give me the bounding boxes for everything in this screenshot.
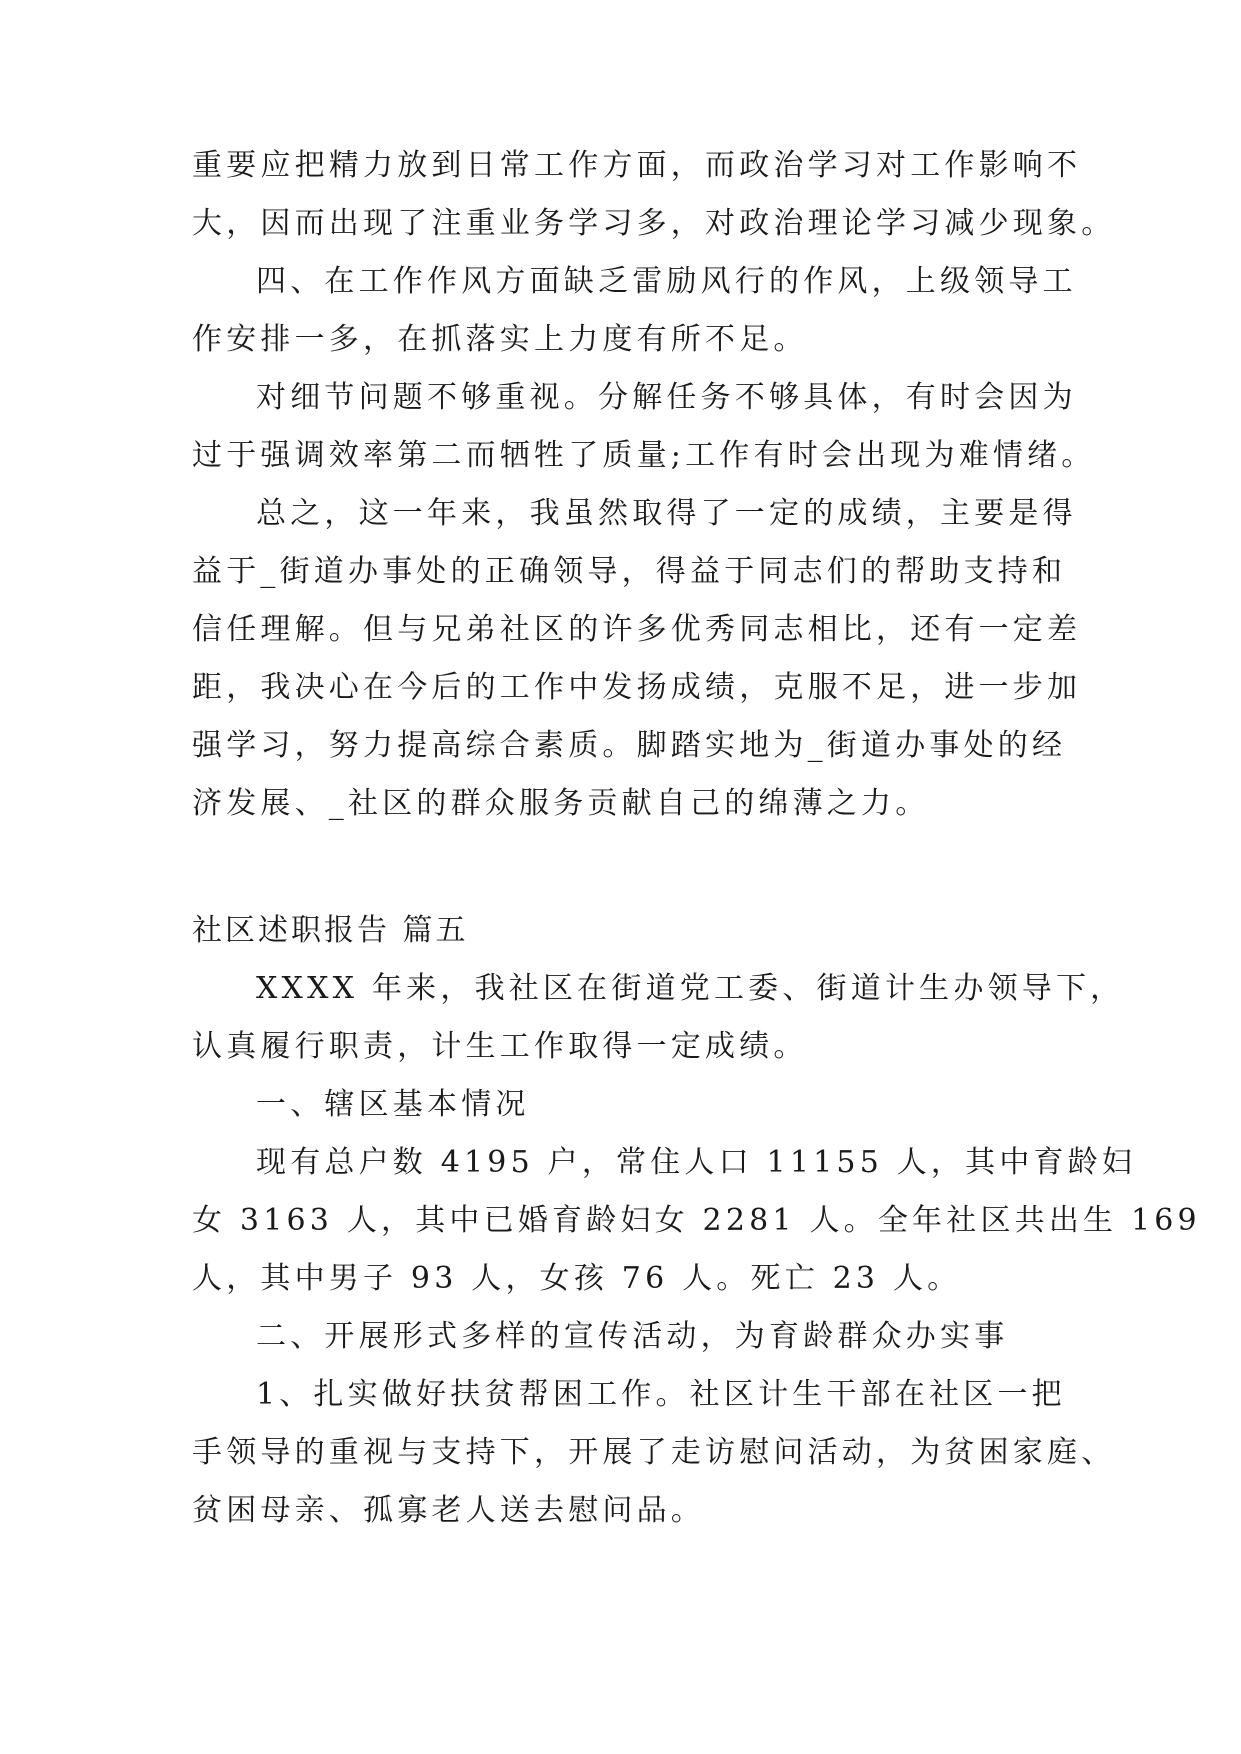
- body-line: 距，我决心在今后的工作中发扬成绩，克服不足，进一步加: [192, 670, 1082, 705]
- section-report-five: [192, 902, 1201, 1540]
- body-line: 贫困母亲、孤寡老人送去慰问品。: [192, 1493, 705, 1528]
- body-line: 人，其中男子 93 人，女孩 76 人。死亡 23 人。: [192, 1261, 962, 1296]
- body-line: 总之，这一年来，我虽然取得了一定的成绩，主要是得: [256, 496, 1077, 531]
- section-heading: 社区述职报告 篇五: [192, 913, 469, 948]
- body-line: 手领导的重视与支持下，开展了走访慰问活动，为贫困家庭、: [192, 1435, 1116, 1470]
- body-line: 大，因而出现了注重业务学习多，对政治理论学习减少现象。: [192, 206, 1116, 241]
- body-line: 一、辖区基本情况: [256, 1087, 530, 1122]
- body-line: 济发展、_社区的群众服务贡献自己的绵薄之力。: [192, 786, 930, 821]
- body-line: 强学习，努力提高综合素质。脚踏实地为_街道办事处的经: [192, 728, 1067, 763]
- body-line: 对细节问题不够重视。分解任务不够具体，有时会因为: [256, 380, 1077, 415]
- body-line: 过于强调效率第二而牺牲了质量;工作有时会出现为难情绪。: [192, 438, 1096, 473]
- body-line: 作安排一多，在抓落实上力度有所不足。: [192, 322, 808, 357]
- body-line: 1、扎实做好扶贫帮困工作。社区计生干部在社区一把: [256, 1377, 1066, 1412]
- body-line: 重要应把精力放到日常工作方面，而政治学习对工作影响不: [192, 148, 1082, 183]
- body-line: 女 3163 人，其中已婚育龄妇女 2281 人。全年社区共出生 169: [192, 1203, 1201, 1238]
- section-previous-report: [192, 137, 1116, 833]
- body-line: 益于_街道办事处的正确领导，得益于同志们的帮助支持和: [192, 554, 1067, 589]
- body-line: 二、开展形式多样的宣传活动，为育龄群众办实事: [256, 1319, 1009, 1354]
- body-line: 认真履行职责，计生工作取得一定成绩。: [192, 1029, 808, 1064]
- body-line: 现有总户数 4195 户，常住人口 11155 人，其中育龄妇: [256, 1145, 1137, 1180]
- body-line: 信任理解。但与兄弟社区的许多优秀同志相比，还有一定差: [192, 612, 1082, 647]
- body-line: 四、在工作作风方面缺乏雷励风行的作风，上级领导工: [256, 264, 1077, 299]
- body-line: XXXX 年来，我社区在街道党工委、街道计生办领导下，: [256, 971, 1125, 1006]
